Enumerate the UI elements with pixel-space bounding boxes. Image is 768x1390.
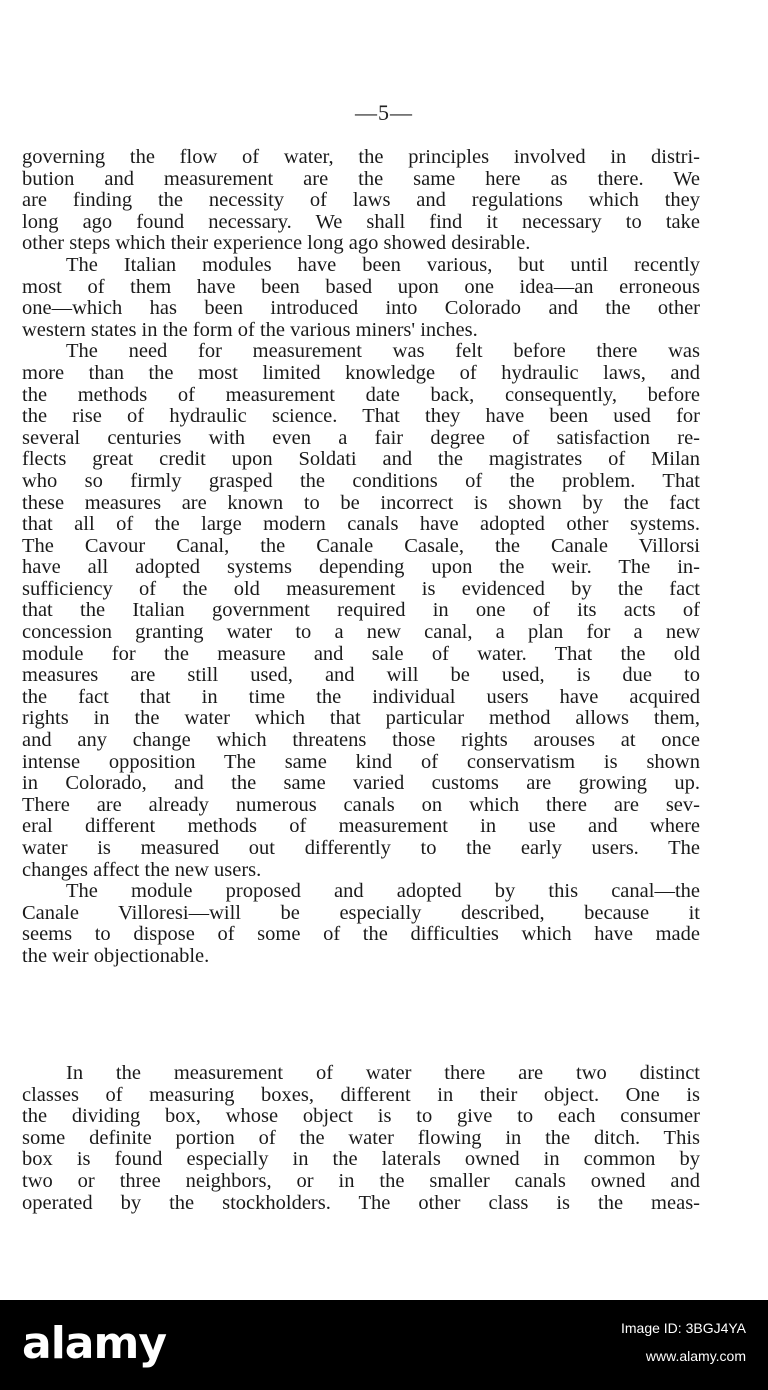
text-line: western states in the form of the various miners' inches. — [22, 318, 478, 341]
text-line: The need for measurement was felt before there was — [66, 340, 700, 363]
text-line: There are already numerous canals on which there are sev- — [22, 793, 700, 816]
text-line: concession granting water to a new canal, a plan for a new — [22, 621, 700, 644]
text-line: most of them have been based upon one idea—an erroneous — [22, 275, 700, 298]
watermark-footer — [0, 1300, 768, 1390]
text-line: who so firmly grasped the conditions of the problem. That — [22, 469, 700, 492]
text-line: rights in the water which that particular method allows them, — [22, 707, 700, 730]
text-line: and any change which threatens those rights arouses at once — [22, 729, 700, 752]
text-line: these measures are known to be incorrect is shown by the fact — [22, 491, 700, 514]
text-line: one—which has been introduced into Colorado and the other — [22, 297, 700, 320]
body-text-bottom — [22, 1063, 700, 1214]
text-line: long ago found necessary. We shall find it necessary to take — [22, 210, 700, 233]
text-line: operated by the stockholders. The other class is the meas- — [22, 1191, 700, 1214]
text-line: The Italian modules have been various, but until recently — [66, 253, 700, 276]
text-line: measures are still used, and will be used, is due to — [22, 664, 700, 687]
text-line: the rise of hydraulic science. That they have been used for — [22, 405, 700, 428]
text-line: several centuries with even a fair degree of satisfaction re- — [22, 426, 700, 449]
text-line: eral different methods of measurement in use and where — [22, 815, 700, 838]
text-line: bution and measurement are the same here as there. We — [22, 167, 700, 190]
body-text-top — [22, 147, 700, 968]
text-line: intense opposition The same kind of conservatism is shown — [22, 750, 700, 773]
text-line: the weir objectionable. — [22, 944, 210, 967]
text-line: changes affect the new users. — [22, 858, 262, 881]
text-line: The Cavour Canal, the Canale Casale, the Canale Villorsi — [22, 534, 700, 557]
site-url-label: www.alamy.com — [645, 1348, 746, 1364]
text-line: some definite portion of the water flowing in the ditch. This — [22, 1126, 700, 1149]
page-number: —5— — [355, 100, 413, 125]
text-line: more than the most limited knowledge of hydraulic laws, and — [22, 361, 700, 384]
text-line: in Colorado, and the same varied customs are growing up. — [22, 772, 700, 795]
text-line: classes of measuring boxes, different in their object. One is — [22, 1083, 700, 1106]
text-line: are finding the necessity of laws and regulations which they — [22, 189, 700, 212]
text-line: the dividing box, whose object is to give to each consumer — [22, 1105, 700, 1128]
text-line: The module proposed and adopted by this canal—the — [66, 880, 700, 903]
text-line: water is measured out differently to the early users. The — [22, 837, 700, 859]
text-line: have all adopted systems depending upon the weir. The in- — [22, 556, 700, 579]
text-line: that the Italian government required in one of its acts of — [22, 599, 700, 622]
text-line: two or three neighbors, or in the smaller canals owned and — [22, 1169, 700, 1192]
text-line: the fact that in time the individual users have acquired — [22, 685, 700, 708]
text-line: module for the measure and sale of water. That the old — [22, 642, 700, 665]
text-line: flects great credit upon Soldati and the magistrates of Milan — [22, 448, 700, 471]
text-line: Canale Villoresi—will be especially described, because it — [22, 901, 700, 924]
text-line: In the measurement of water there are two distinct — [66, 1062, 700, 1084]
text-line: seems to dispose of some of the difficulties which have made — [22, 923, 700, 946]
alamy-logo: alamy — [22, 1318, 166, 1369]
text-line: the methods of measurement date back, consequently, before — [22, 383, 700, 406]
text-line: box is found especially in the laterals owned in common by — [22, 1148, 700, 1171]
text-line: other steps which their experience long ago showed desirable. — [22, 232, 531, 255]
image-id-label: Image ID: 3BGJ4YA — [620, 1320, 746, 1336]
text-line: that all of the large modern canals have adopted other systems. — [22, 513, 700, 536]
text-line: sufficiency of the old measurement is evidenced by the fact — [22, 577, 700, 600]
text-line: governing the flow of water, the principles involved in distri- — [22, 146, 700, 168]
